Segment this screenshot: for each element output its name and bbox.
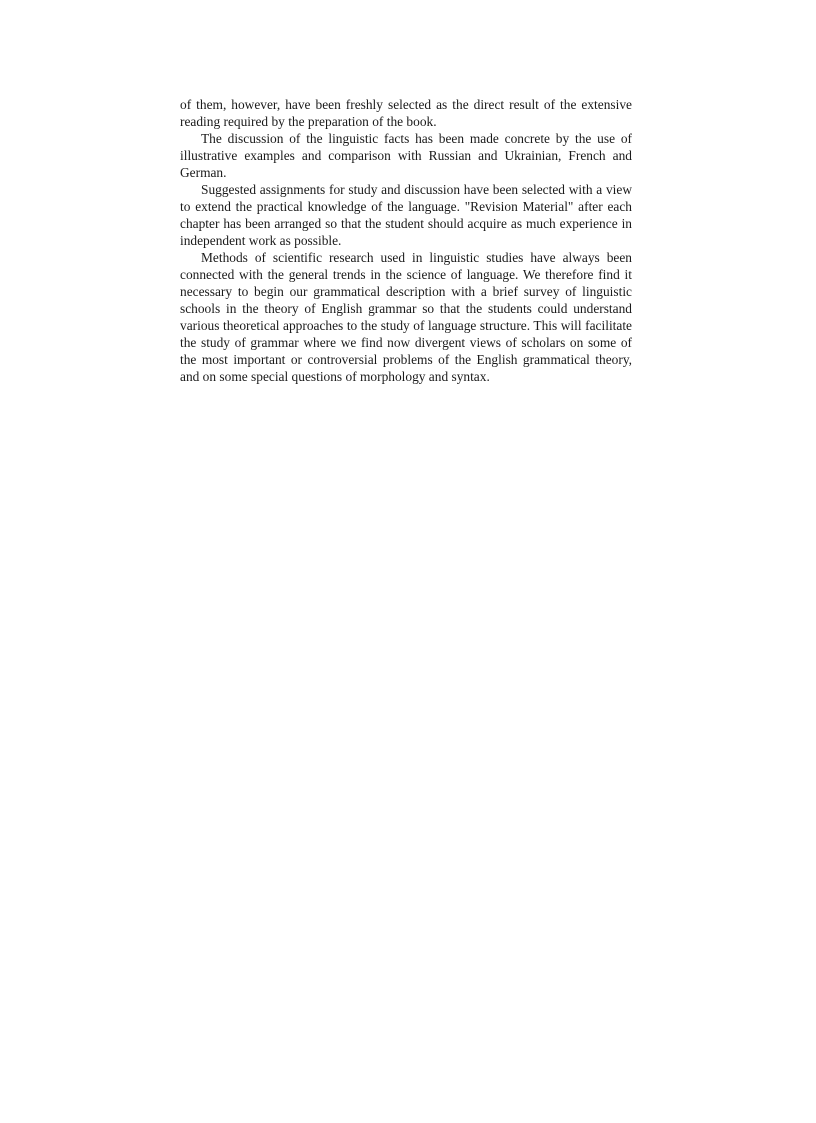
paragraph-assignments: Suggested assignments for study and discussion have been selected with a view to extend the practical knowledge of the language. "Revision Material" after each chapter has been arranged so that the student should acquire as much experience in independent work as possible.	[180, 182, 632, 248]
paragraph-examples: The discussion of the linguistic facts has been made concrete by the use of illustrative examples and comparison with Russian and Ukrainian, French and German.	[180, 131, 632, 180]
paragraph-methods: Methods of scientific research used in linguistic studies have always been connected with the general trends in the science of language. We therefore find it necessary to begin our grammatical description with a brief survey of linguistic schools in the theory of English grammar so that the students could understand various theoretical approaches to the study of language structure. This will facilitate the study of grammar where we find now divergent views of scholars on some of the most important or controversial problems of the English grammatical theory, and on some special questions of morphology and syntax.	[180, 250, 632, 384]
document-body	[180, 96, 632, 385]
paragraph-continuation: of them, however, have been freshly selected as the direct result of the extensive reading required by the preparation of the book.	[180, 97, 632, 129]
